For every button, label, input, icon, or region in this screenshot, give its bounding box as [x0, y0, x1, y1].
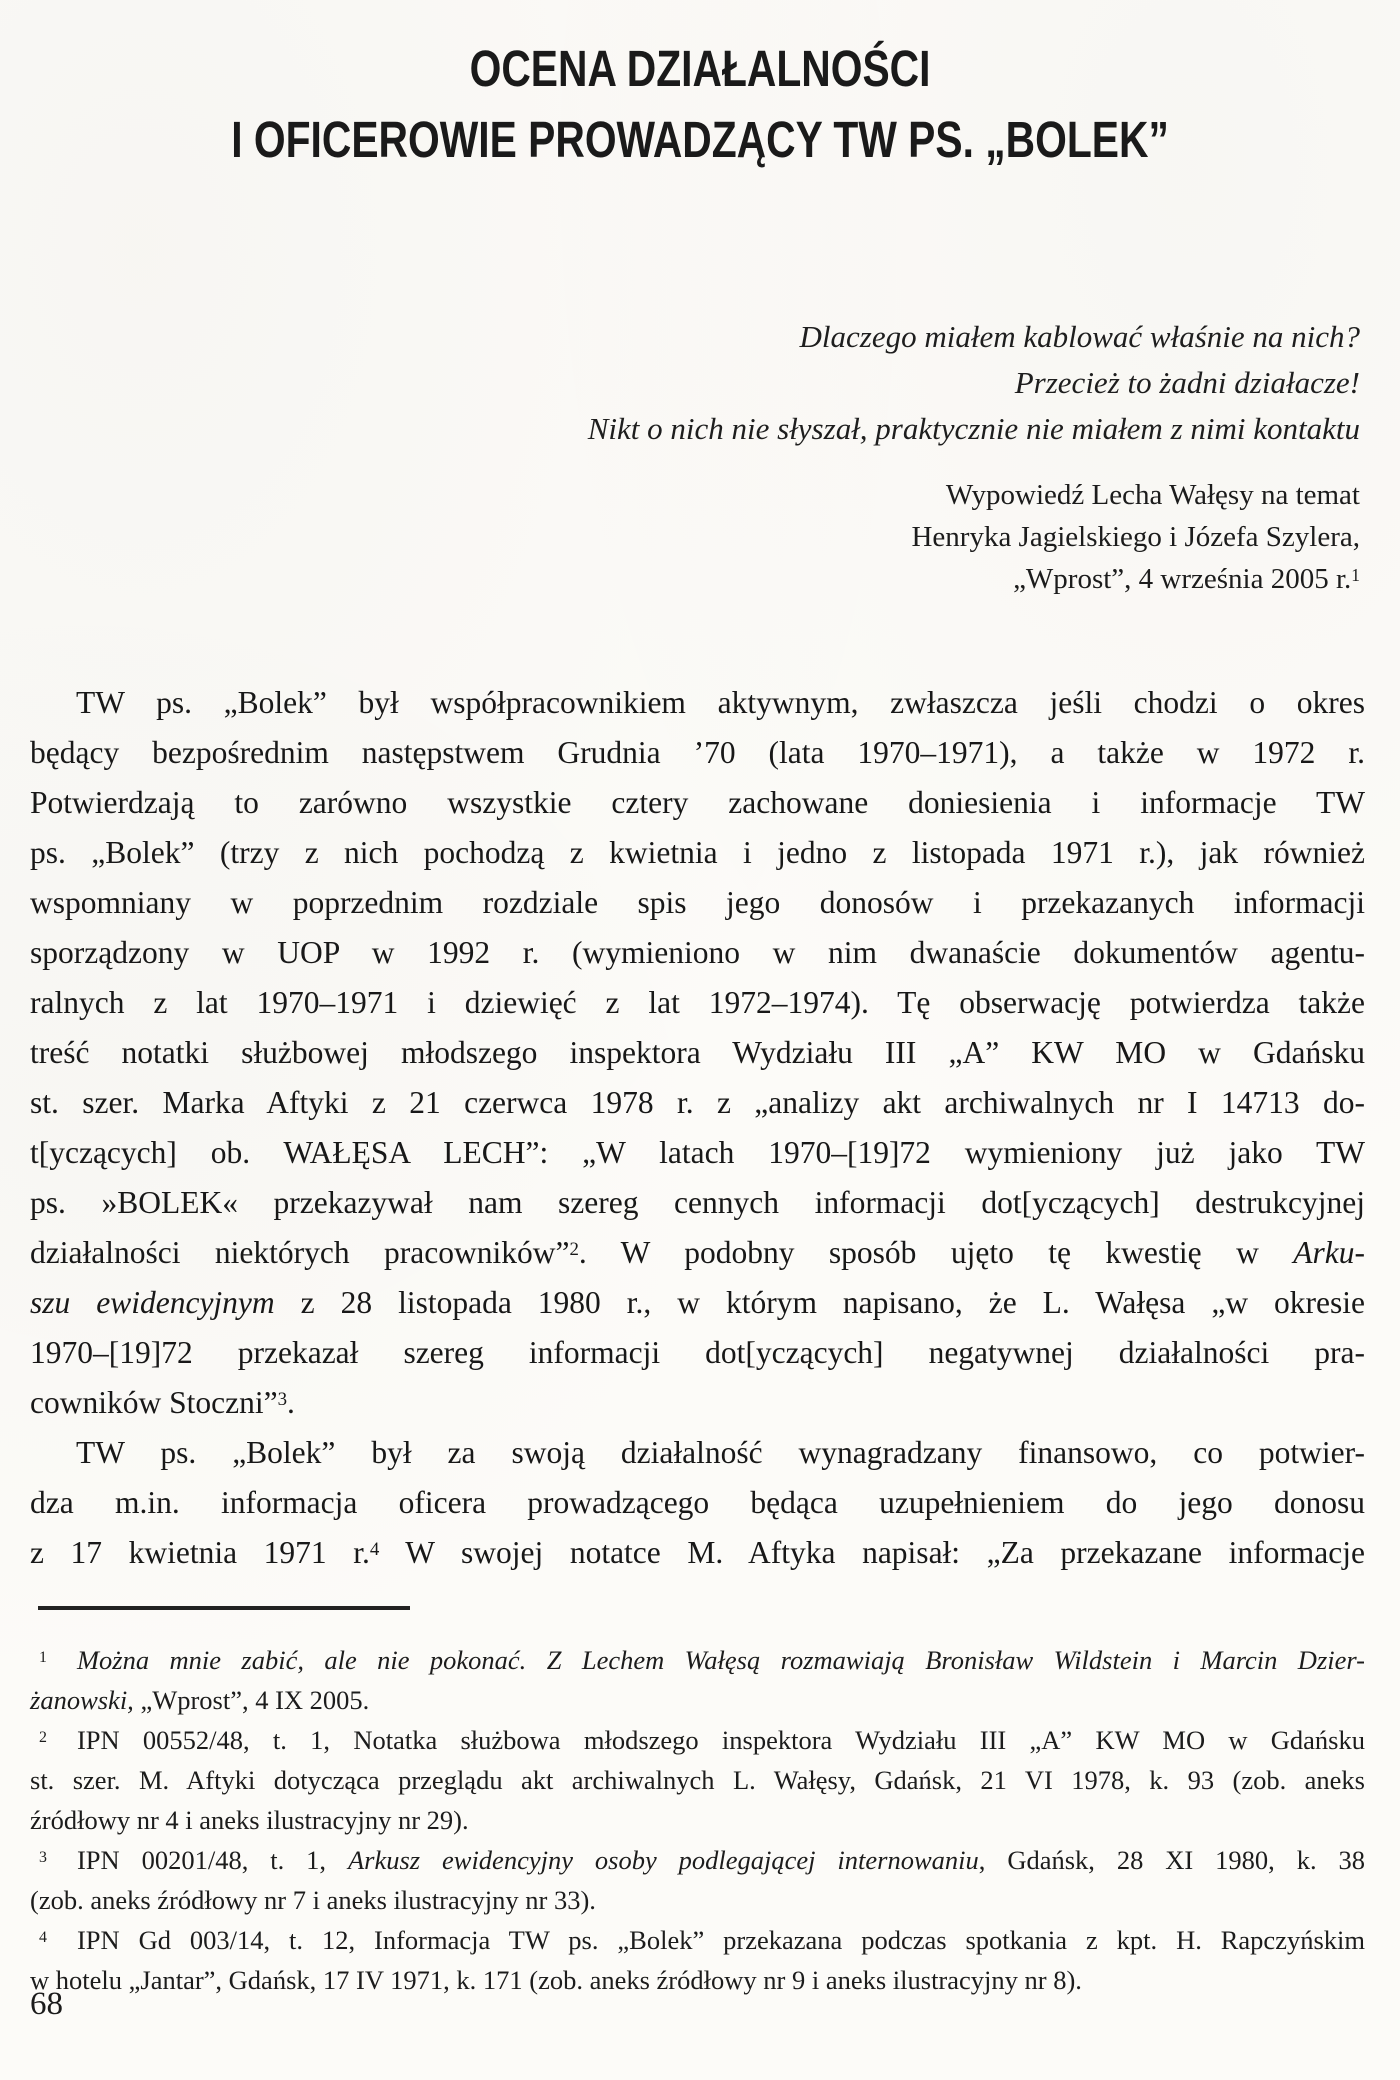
text-segment: IPN 00552/48, t. 1, Notatka służbowa młodszego inspektora Wydziału III „A” KW MO w Gdańsku	[76, 1725, 1365, 1755]
text-segment: dza m.in. informacja oficera prowadzącego będąca uzupełnieniem do jego donosu	[30, 1485, 1365, 1520]
text-line	[0, 474, 1360, 516]
text-segment: Można mnie zabić, ale nie pokonać. Z Lechem Wałęsą rozmawiają Bronisław Wildstein i Marcin Dzier-	[76, 1645, 1365, 1675]
text-line	[30, 1478, 1365, 1528]
footnote-ref: 2	[569, 1239, 579, 1261]
text-line	[0, 360, 1360, 406]
footnote-ref: 3	[277, 1389, 288, 1411]
text-line	[0, 406, 1360, 452]
text-line	[30, 1278, 1365, 1328]
text-segment: żanowski,	[30, 1685, 134, 1715]
footnote-3	[30, 1840, 1365, 1920]
footnote-ref: 1	[1351, 564, 1360, 585]
text-segment: . W podobny sposób ujęto tę kwestię w	[578, 1235, 1294, 1270]
footnote-1	[30, 1640, 1365, 1720]
body-text	[0, 678, 1400, 1578]
text-line	[30, 1178, 1365, 1228]
text-line	[30, 828, 1365, 878]
text-segment: treść notatki służbowej młodszego inspektora Wydziału III „A” KW MO w Gdańsku	[30, 1035, 1365, 1070]
text-line	[30, 878, 1365, 928]
text-segment: TW ps. „Bolek” był współpracownikiem aktywnym, zwłaszcza jeśli chodzi o okres	[76, 685, 1365, 720]
text-line	[30, 928, 1365, 978]
text-segment: „Wprost”, 4 IX 2005.	[133, 1685, 370, 1715]
text-line	[30, 678, 1365, 728]
text-segment: IPN 00201/48, t. 1,	[76, 1845, 348, 1875]
text-segment: będący bezpośrednim następstwem Grudnia ’70 (lata 1970–1971), a także w 1972 r.	[30, 735, 1365, 770]
text-segment: z 17 kwietnia 1971 r.	[30, 1535, 370, 1570]
text-line	[30, 1428, 1365, 1478]
epigraph-attribution	[0, 474, 1400, 600]
footnotes	[0, 1640, 1400, 2000]
footnote-marker: 1	[39, 1649, 47, 1667]
footnote-marker: 2	[39, 1729, 47, 1747]
footnote-separator	[38, 1606, 410, 1610]
text-segment: Przecież to żadni działacze!	[1014, 365, 1360, 400]
chapter-title-text-2: I OFICEROWIE PROWADZĄCY TW PS. „BOLEK”	[231, 111, 1169, 168]
text-line	[30, 1720, 1365, 1760]
text-segment: ps. »BOLEK« przekazywał nam szereg cennych informacji dot[yczących] destrukcyjnej	[30, 1185, 1365, 1220]
chapter-title-text-1: OCENA DZIAŁALNOŚCI	[469, 40, 931, 97]
text-segment: szu ewidencyjnym	[30, 1285, 275, 1320]
footnote-ref: 4	[369, 1539, 380, 1561]
text-segment: Potwierdzają to zarówno wszystkie cztery zachowane doniesienia i informacje TW	[30, 785, 1365, 820]
text-segment: działalności niektórych pracowników”	[30, 1235, 570, 1270]
chapter-title	[0, 0, 1400, 182]
text-segment: TW ps. „Bolek” był za swoją działalność wynagradzany finansowo, co potwier-	[76, 1435, 1365, 1470]
text-segment: (zob. aneks źródłowy nr 7 i aneks ilustracyjny nr 33).	[30, 1885, 596, 1915]
text-line	[30, 1228, 1365, 1278]
text-segment: IPN Gd 003/14, t. 12, Informacja TW ps. „Bolek” przekazana podczas spotkania z kpt. H. Rapczyńskim	[76, 1925, 1365, 1955]
text-segment: cowników Stoczni”	[30, 1385, 278, 1420]
text-segment: z 28 listopada 1980 r., w którym napisano, że L. Wałęsa „w okresie	[274, 1285, 1366, 1320]
text-line	[30, 778, 1365, 828]
text-line	[30, 1960, 1365, 2000]
footnote-marker: 4	[39, 1929, 47, 1947]
text-segment: Arku-	[1293, 1235, 1365, 1270]
text-line	[0, 516, 1360, 558]
text-segment: st. szer. Marka Aftyki z 21 czerwca 1978 r. z „analizy akt archiwalnych nr I 14713 do-	[30, 1085, 1365, 1120]
text-line	[30, 1640, 1365, 1680]
body-paragraph-2	[30, 1428, 1365, 1578]
footnote-marker: 3	[39, 1849, 47, 1867]
text-segment: .	[287, 1385, 295, 1420]
text-segment: ps. „Bolek” (trzy z nich pochodzą z kwietnia i jedno z listopada 1971 r.), jak również	[30, 835, 1365, 870]
text-segment: Henryka Jagielskiego i Józefa Szylera,	[911, 521, 1360, 553]
text-line	[30, 1920, 1365, 1960]
text-line	[30, 1800, 1365, 1840]
text-segment: „Wprost”, 4 września 2005 r.	[1013, 563, 1352, 595]
text-line	[0, 314, 1360, 360]
text-segment: Nikt o nich nie słyszał, praktycznie nie miałem z nimi kontaktu	[587, 411, 1360, 446]
text-segment: W swojej notatce M. Aftyka napisał: „Za przekazane informacje	[379, 1535, 1366, 1570]
text-segment: t[yczących] ob. WAŁĘSA LECH”: „W latach 1970–[19]72 wymieniony już jako TW	[30, 1135, 1365, 1170]
body-paragraph-1	[30, 678, 1365, 1428]
text-segment: st. szer. M. Aftyki dotycząca przeglądu akt archiwalnych L. Wałęsy, Gdańsk, 21 VI 1978, k. 93 (zob. aneks	[30, 1765, 1365, 1795]
text-line	[0, 558, 1360, 600]
text-line	[30, 1078, 1365, 1128]
text-segment: źródłowy nr 4 i aneks ilustracyjny nr 29).	[30, 1805, 469, 1835]
text-segment: Wypowiedź Lecha Wałęsy na temat	[945, 479, 1360, 511]
text-segment: wspomniany w poprzednim rozdziale spis jego donosów i przekazanych informacji	[30, 885, 1365, 920]
text-line	[30, 728, 1365, 778]
epigraph-quote	[0, 314, 1400, 452]
text-segment: 1970–[19]72 przekazał szereg informacji dot[yczących] negatywnej działalności pra-	[30, 1335, 1365, 1370]
text-segment: Arkusz ewidencyjny osoby podlegającej internowaniu	[347, 1845, 979, 1875]
text-line	[30, 1840, 1365, 1880]
text-segment: , Gdańsk, 28 XI 1980, k. 38	[978, 1845, 1365, 1875]
text-segment: sporządzony w UOP w 1992 r. (wymieniono w nim dwanaście dokumentów agentu-	[30, 935, 1365, 970]
text-segment: w hotelu „Jantar”, Gdańsk, 17 IV 1971, k. 171 (zob. aneks źródłowy nr 9 i aneks ilustracyjny nr 8).	[30, 1965, 1082, 1995]
text-segment: ralnych z lat 1970–1971 i dziewięć z lat 1972–1974). Tę obserwację potwierdza także	[30, 985, 1365, 1020]
text-line	[30, 1378, 1365, 1428]
text-segment: Dlaczego miałem kablować właśnie na nich?	[799, 319, 1360, 354]
text-line	[30, 1760, 1365, 1800]
text-line	[30, 978, 1365, 1028]
text-line	[30, 1128, 1365, 1178]
footnote-4	[30, 1920, 1365, 2000]
text-line	[30, 1880, 1365, 1920]
text-line	[30, 1528, 1365, 1578]
chapter-title-line-2	[0, 111, 1400, 182]
page-number: 68	[30, 1986, 63, 2022]
text-line	[30, 1028, 1365, 1078]
footnote-2	[30, 1720, 1365, 1840]
chapter-title-line-1	[0, 40, 1400, 111]
text-line	[30, 1680, 1365, 1720]
text-line	[30, 1328, 1365, 1378]
